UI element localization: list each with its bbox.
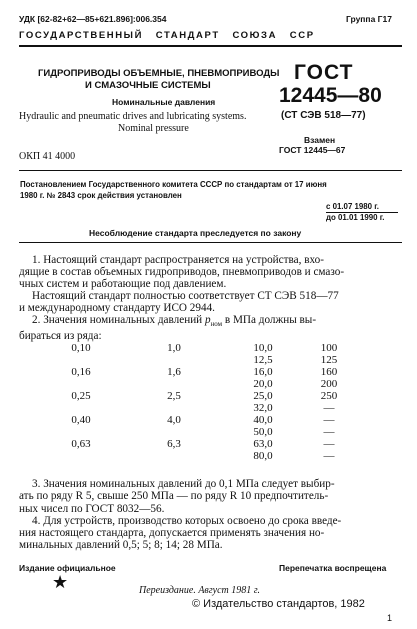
- table-cell: [61, 426, 101, 438]
- table-cell: [154, 402, 194, 414]
- okp-code: ОКП 41 4000: [19, 151, 76, 162]
- table-column-3: [243, 342, 283, 462]
- table-cell: 0,40: [71, 414, 91, 426]
- table-cell: 6,3: [167, 438, 181, 450]
- reissue-note: Переиздание. Август 1981 г.: [139, 585, 261, 596]
- reprint-prohibited: Перепечатка воспрещена: [279, 563, 387, 573]
- table-cell: 50,0: [253, 426, 273, 438]
- para1-line3: чных систем и работающие под давлением.: [19, 278, 227, 290]
- gost-number: 12445—80: [279, 84, 382, 107]
- para2-post: в МПа должны вы-: [224, 314, 317, 326]
- decree-line2: 1980 г. № 2843 срок действия установлен: [20, 191, 182, 200]
- page-number: 1: [387, 613, 393, 623]
- title-en-line1: Hydraulic and pneumatic drives and lubricating systems.: [19, 111, 247, 122]
- para2-line2: бираться из ряда:: [19, 330, 102, 343]
- table-column-4: [309, 342, 349, 462]
- banner-rule: [19, 45, 402, 47]
- group-code: Группа Г17: [346, 14, 392, 24]
- table-column-2: [154, 342, 194, 462]
- table-cell: [154, 426, 194, 438]
- body-text-2: [19, 478, 403, 552]
- title-en-line2: Nominal pressure: [118, 123, 189, 134]
- para2-pre: 2. Значения номинальных давлений: [32, 314, 203, 326]
- table-cell: [61, 402, 101, 414]
- table-cell: 0,10: [71, 342, 91, 354]
- table-cell: —: [323, 438, 335, 450]
- title-ru-line2: И СМАЗОЧНЫЕ СИСТЕМЫ: [85, 80, 211, 91]
- table-cell: [154, 378, 194, 390]
- table-cell: 20,0: [253, 378, 273, 390]
- decree-date-from: с 01.07 1980 г.: [326, 202, 379, 211]
- para4-line2: ния настоящего стандарта, допускается применять значения но-: [19, 527, 325, 540]
- table-cell: 4,0: [167, 414, 181, 426]
- table-cell: 200: [320, 378, 338, 390]
- st-sev-reference: (СТ СЭВ 518—77): [281, 110, 366, 121]
- table-cell: 100: [320, 342, 338, 354]
- gost-label: ГОСТ: [294, 61, 354, 84]
- table-cell: 160: [320, 366, 338, 378]
- table-cell: 1,6: [167, 366, 181, 378]
- para2-line1: [19, 314, 403, 330]
- para3-line2: ать по ряду R 5, свыше 250 МПа — по ряду R 10 предпочтитель-: [19, 490, 329, 503]
- table-cell: [154, 354, 194, 366]
- table-cell: 0,63: [71, 438, 91, 450]
- table-cell: —: [323, 450, 335, 462]
- table-cell: 32,0: [253, 402, 273, 414]
- state-standard-banner: ГОСУДАРСТВЕННЫЙ СТАНДАРТ СОЮЗА ССР: [19, 30, 315, 41]
- table-cell: 63,0: [253, 438, 273, 450]
- decree-date-to: до 01.01 1990 г.: [326, 213, 385, 222]
- para1-line1: 1. Настоящий стандарт распространяется на устройства, вхо-: [32, 254, 324, 266]
- table-cell: 0,25: [71, 390, 91, 402]
- table-cell: 0,16: [71, 366, 91, 378]
- decree-line1: Постановлением Государственного комитета СССР по стандартам от 17 июня: [20, 180, 327, 189]
- table-cell: [61, 378, 101, 390]
- table-cell: 1,0: [167, 342, 181, 354]
- title-rule: [19, 170, 402, 171]
- table-column-1: [61, 342, 101, 462]
- para1-line2: дящие в состав объемных гидроприводов, пневмоприводов и смазо-: [19, 266, 345, 278]
- table-cell: 40,0: [253, 414, 273, 426]
- warning-rule: [19, 242, 402, 243]
- table-cell: —: [323, 414, 335, 426]
- table-cell: 80,0: [253, 450, 273, 462]
- star-icon: ★: [52, 572, 69, 592]
- pressure-symbol: p: [204, 314, 211, 326]
- legal-warning: Несоблюдение стандарта преследуется по закону: [89, 228, 302, 238]
- para1b-line2: и международному стандарту ИСО 2944.: [19, 302, 215, 314]
- para3-line3: ных чисел по ГОСТ 8032—56.: [19, 502, 165, 515]
- para3-line1: 3. Значения номинальных давлений до 0,1 МПа следует выбир-: [32, 478, 335, 490]
- table-cell: 125: [320, 354, 338, 366]
- table-cell: 10,0: [253, 342, 273, 354]
- table-cell: 250: [320, 390, 338, 402]
- table-cell: 16,0: [253, 366, 273, 378]
- official-edition: Издание официальное: [19, 563, 116, 573]
- body-text: [19, 254, 403, 342]
- table-cell: 25,0: [253, 390, 273, 402]
- table-cell: —: [323, 426, 335, 438]
- table-cell: [154, 450, 194, 462]
- para4-line1: 4. Для устройств, производство которых освоено до срока введе-: [32, 514, 342, 527]
- table-cell: 2,5: [167, 390, 181, 402]
- table-cell: —: [323, 402, 335, 414]
- table-cell: 12,5: [253, 354, 273, 366]
- table-cell: [61, 354, 101, 366]
- para4-line3: минальных давлений 0,5; 5; 8; 14; 28 МПа.: [19, 539, 223, 552]
- replaces-standard: ГОСТ 12445—67: [279, 145, 346, 155]
- table-cell: [61, 450, 101, 462]
- title-subtitle: Номинальные давления: [112, 97, 216, 107]
- udk-code: УДК [62-82+62—85+621.896]:006.354: [19, 14, 167, 24]
- publisher-copyright: © Издательство стандартов, 1982: [192, 598, 365, 610]
- title-ru-line1: ГИДРОПРИВОДЫ ОБЪЕМНЫЕ, ПНЕВМОПРИВОДЫ: [38, 68, 280, 79]
- pressure-table: [19, 342, 403, 464]
- para1b-line1: Настоящий стандарт полностью соответствует СТ СЭВ 518—77: [32, 290, 339, 302]
- replaces-label: Взамен: [304, 135, 336, 145]
- pressure-subscript: ном: [210, 320, 223, 329]
